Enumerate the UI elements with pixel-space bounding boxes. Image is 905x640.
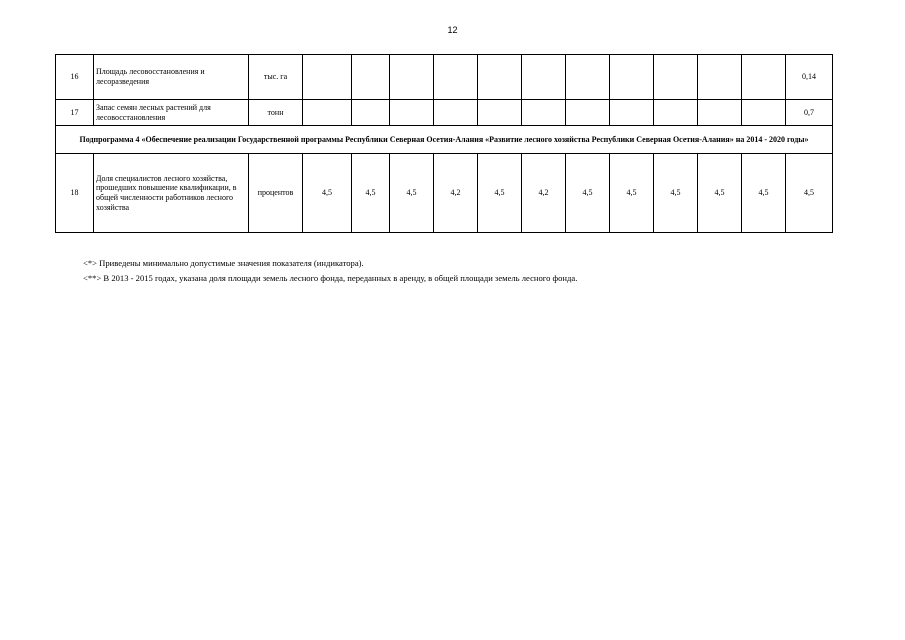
value-cell: 0,7 (786, 100, 833, 126)
value-cell (522, 55, 566, 100)
footnote-lease-share: <**> В 2013 - 2015 годах, указана доля площади земель лесного фонда, переданных в аренду, в общей площади земель лесного фонда. (83, 273, 578, 283)
value-cell (434, 100, 478, 126)
indicator-name: Доля специалистов лесного хозяйства, прошедших повышение квалификации, в общей численности работников лесного хозяйства (94, 154, 249, 233)
footnotes (83, 256, 803, 286)
unit-cell: процентов (249, 154, 303, 233)
value-cell (742, 55, 786, 100)
value-cell (742, 100, 786, 126)
value-cell (303, 100, 352, 126)
table-row (56, 154, 833, 233)
page-number: 12 (447, 25, 458, 35)
row-number: 17 (56, 100, 94, 126)
value-cell: 4,5 (566, 154, 610, 233)
value-cell: 4,5 (742, 154, 786, 233)
value-cell (434, 55, 478, 100)
value-cell (522, 100, 566, 126)
unit-cell: тонн (249, 100, 303, 126)
value-cell (698, 55, 742, 100)
value-cell (654, 100, 698, 126)
indicator-name: Площадь лесовосстановления и лесоразведения (94, 55, 249, 100)
value-cell (478, 55, 522, 100)
value-cell (303, 55, 352, 100)
value-cell (698, 100, 742, 126)
footnote-min-values: <*> Приведены минимально допустимые значения показателя (индикатора). (83, 258, 364, 268)
value-cell (390, 55, 434, 100)
row-number: 16 (56, 55, 94, 100)
value-cell (566, 55, 610, 100)
value-cell: 4,5 (352, 154, 390, 233)
value-cell: 4,5 (303, 154, 352, 233)
value-cell: 4,2 (522, 154, 566, 233)
value-cell (352, 100, 390, 126)
subprogram-row (56, 126, 833, 154)
indicators-table (55, 54, 833, 233)
value-cell: 4,5 (610, 154, 654, 233)
value-cell: 0,14 (786, 55, 833, 100)
value-cell (478, 100, 522, 126)
unit-cell: тыс. га (249, 55, 303, 100)
row-number: 18 (56, 154, 94, 233)
value-cell: 4,5 (478, 154, 522, 233)
value-cell: 4,2 (434, 154, 478, 233)
subprogram-title: Подпрограмма 4 «Обеспечение реализации Государственной программы Республики Северная Осетия-Алания «Развитие лесного хозяйства Республики Северная Осетия-Алания» на 2014 - 2020 годы» (56, 126, 833, 154)
value-cell: 4,5 (654, 154, 698, 233)
indicator-name: Запас семян лесных растений для лесовосстановления (94, 100, 249, 126)
table-row (56, 55, 833, 100)
table-row (56, 100, 833, 126)
value-cell: 4,5 (698, 154, 742, 233)
value-cell (352, 55, 390, 100)
value-cell: 4,5 (786, 154, 833, 233)
value-cell (566, 100, 610, 126)
value-cell (390, 100, 434, 126)
value-cell (610, 55, 654, 100)
value-cell (610, 100, 654, 126)
value-cell: 4,5 (390, 154, 434, 233)
value-cell (654, 55, 698, 100)
